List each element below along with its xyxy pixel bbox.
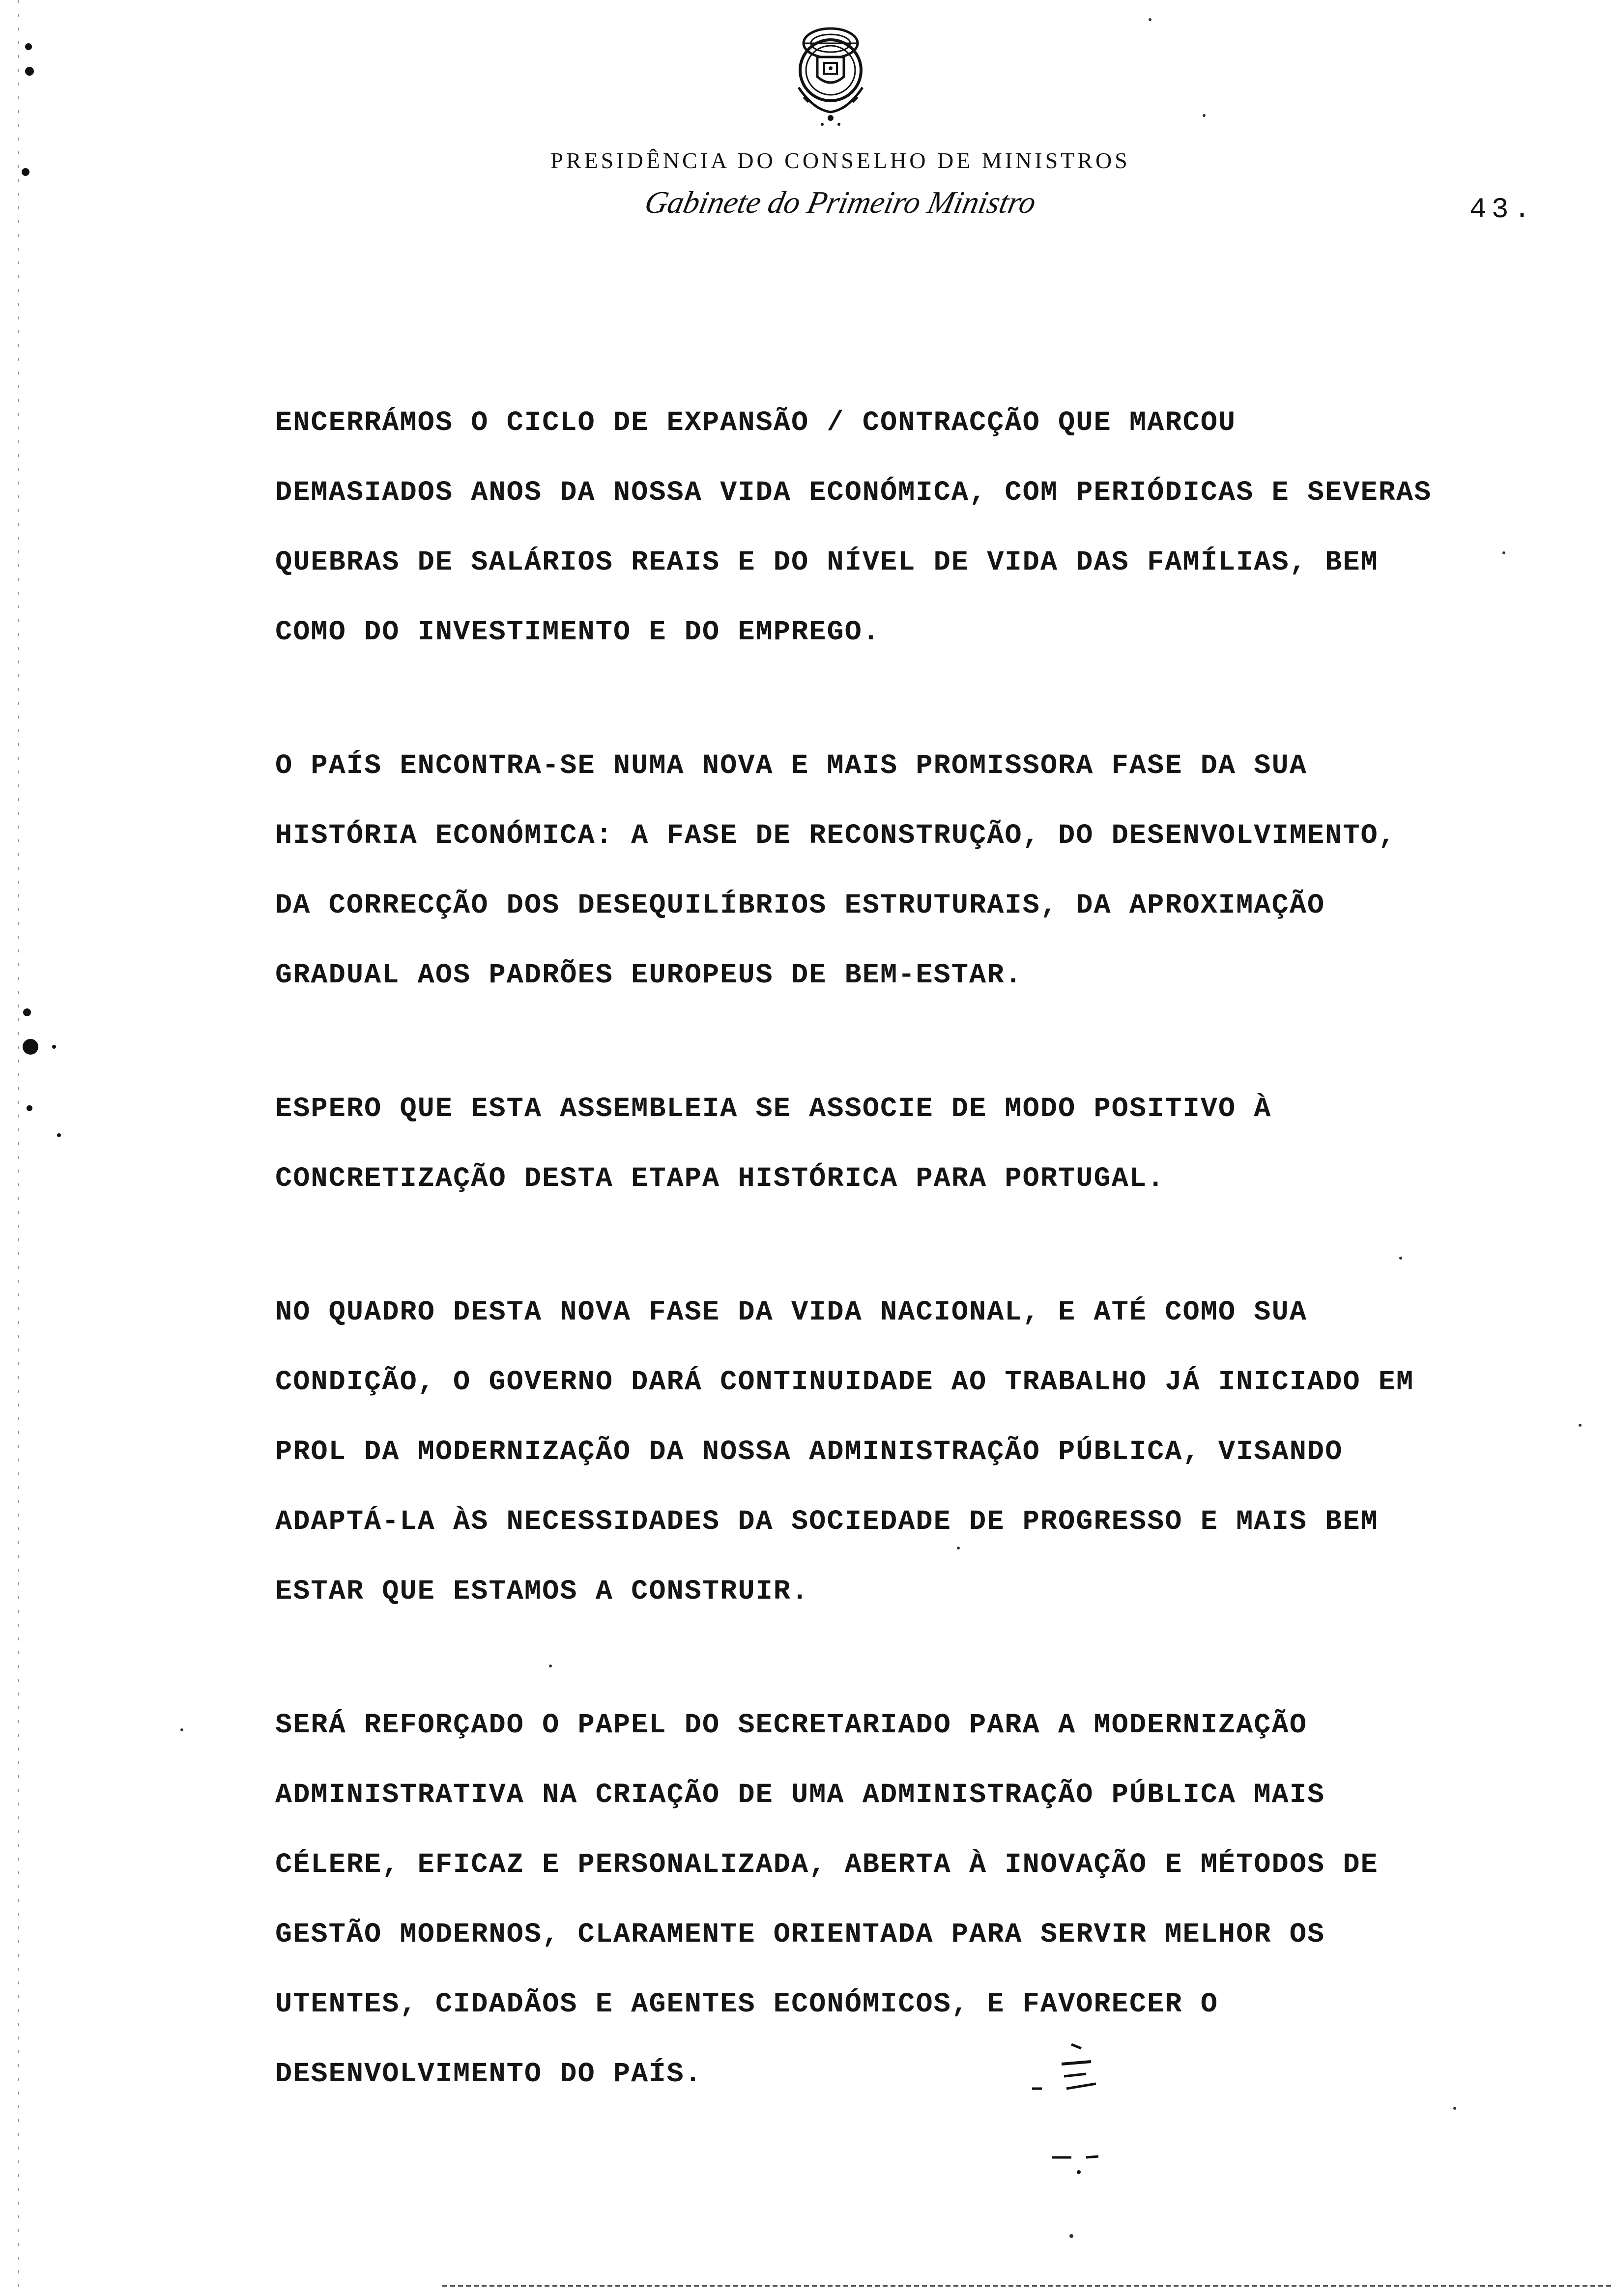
text-line: UTENTES, CIDADÃOS E AGENTES ECONÓMICOS, E FAVORECER O xyxy=(275,1989,1218,2020)
text-line: SERÁ REFORÇADO O PAPEL DO SECRETARIADO PARA A MODERNIZAÇÃO xyxy=(275,1710,1307,1741)
text-line: CÉLERE, EFICAZ E PERSONALIZADA, ABERTA À INOVAÇÃO E MÉTODOS DE xyxy=(275,1849,1379,1881)
text-line: ESTAR QUE ESTAMOS A CONSTRUIR. xyxy=(275,1576,809,1607)
text-line: COMO DO INVESTIMENTO E DO EMPREGO. xyxy=(275,617,880,648)
text-line: NO QUADRO DESTA NOVA FASE DA VIDA NACIONAL, E ATÉ COMO SUA xyxy=(275,1297,1307,1328)
text-line: ENCERRÁMOS O CICLO DE EXPANSÃO / CONTRACÇÃO QUE MARCOU xyxy=(275,407,1237,439)
text-line: ADAPTÁ-LA ÀS NECESSIDADES DA SOCIEDADE DE PROGRESSO E MAIS BEM xyxy=(275,1506,1379,1538)
text-line: CONDIÇÃO, O GOVERNO DARÁ CONTINUIDADE AO TRABALHO JÁ INICIADO EM xyxy=(275,1367,1414,1398)
text-line: DEMASIADOS ANOS DA NOSSA VIDA ECONÓMICA, COM PERIÓDICAS E SEVERAS xyxy=(275,477,1432,509)
text-line: ESPERO QUE ESTA ASSEMBLEIA SE ASSOCIE DE MODO POSITIVO À xyxy=(275,1093,1272,1125)
text-line: GRADUAL AOS PADRÕES EUROPEUS DE BEM-ESTAR. xyxy=(275,960,1023,991)
text-line: HISTÓRIA ECONÓMICA: A FASE DE RECONSTRUÇÃO, DO DESENVOLVIMENTO, xyxy=(275,820,1396,852)
text-line: PROL DA MODERNIZAÇÃO DA NOSSA ADMINISTRAÇÃO PÚBLICA, VISANDO xyxy=(275,1436,1343,1468)
text-line: CONCRETIZAÇÃO DESTA ETAPA HISTÓRICA PARA PORTUGAL. xyxy=(275,1163,1165,1195)
text-line: O PAÍS ENCONTRA-SE NUMA NOVA E MAIS PROMISSORA FASE DA SUA xyxy=(275,750,1307,782)
page-bottom-edge xyxy=(442,2285,1612,2287)
cabinet-subtitle: Gabinete do Primeiro Ministro xyxy=(641,185,1039,220)
text-line: QUEBRAS DE SALÁRIOS REAIS E DO NÍVEL DE VIDA DAS FAMÍLIAS, BEM xyxy=(275,547,1379,578)
text-line: GESTÃO MODERNOS, CLARAMENTE ORIENTADA PARA SERVIR MELHOR OS xyxy=(275,1919,1325,1951)
text-line: ADMINISTRATIVA NA CRIAÇÃO DE UMA ADMINISTRAÇÃO PÚBLICA MAIS xyxy=(275,1779,1325,1811)
text-line: DA CORRECÇÃO DOS DESEQUILÍBRIOS ESTRUTURAIS, DA APROXIMAÇÃO xyxy=(275,890,1325,921)
ministry-title: PRESIDÊNCIA DO CONSELHO DE MINISTROS xyxy=(550,148,1130,173)
page-number: 43. xyxy=(1469,194,1536,226)
text-line: DESENVOLVIMENTO DO PAÍS. xyxy=(275,2059,702,2090)
